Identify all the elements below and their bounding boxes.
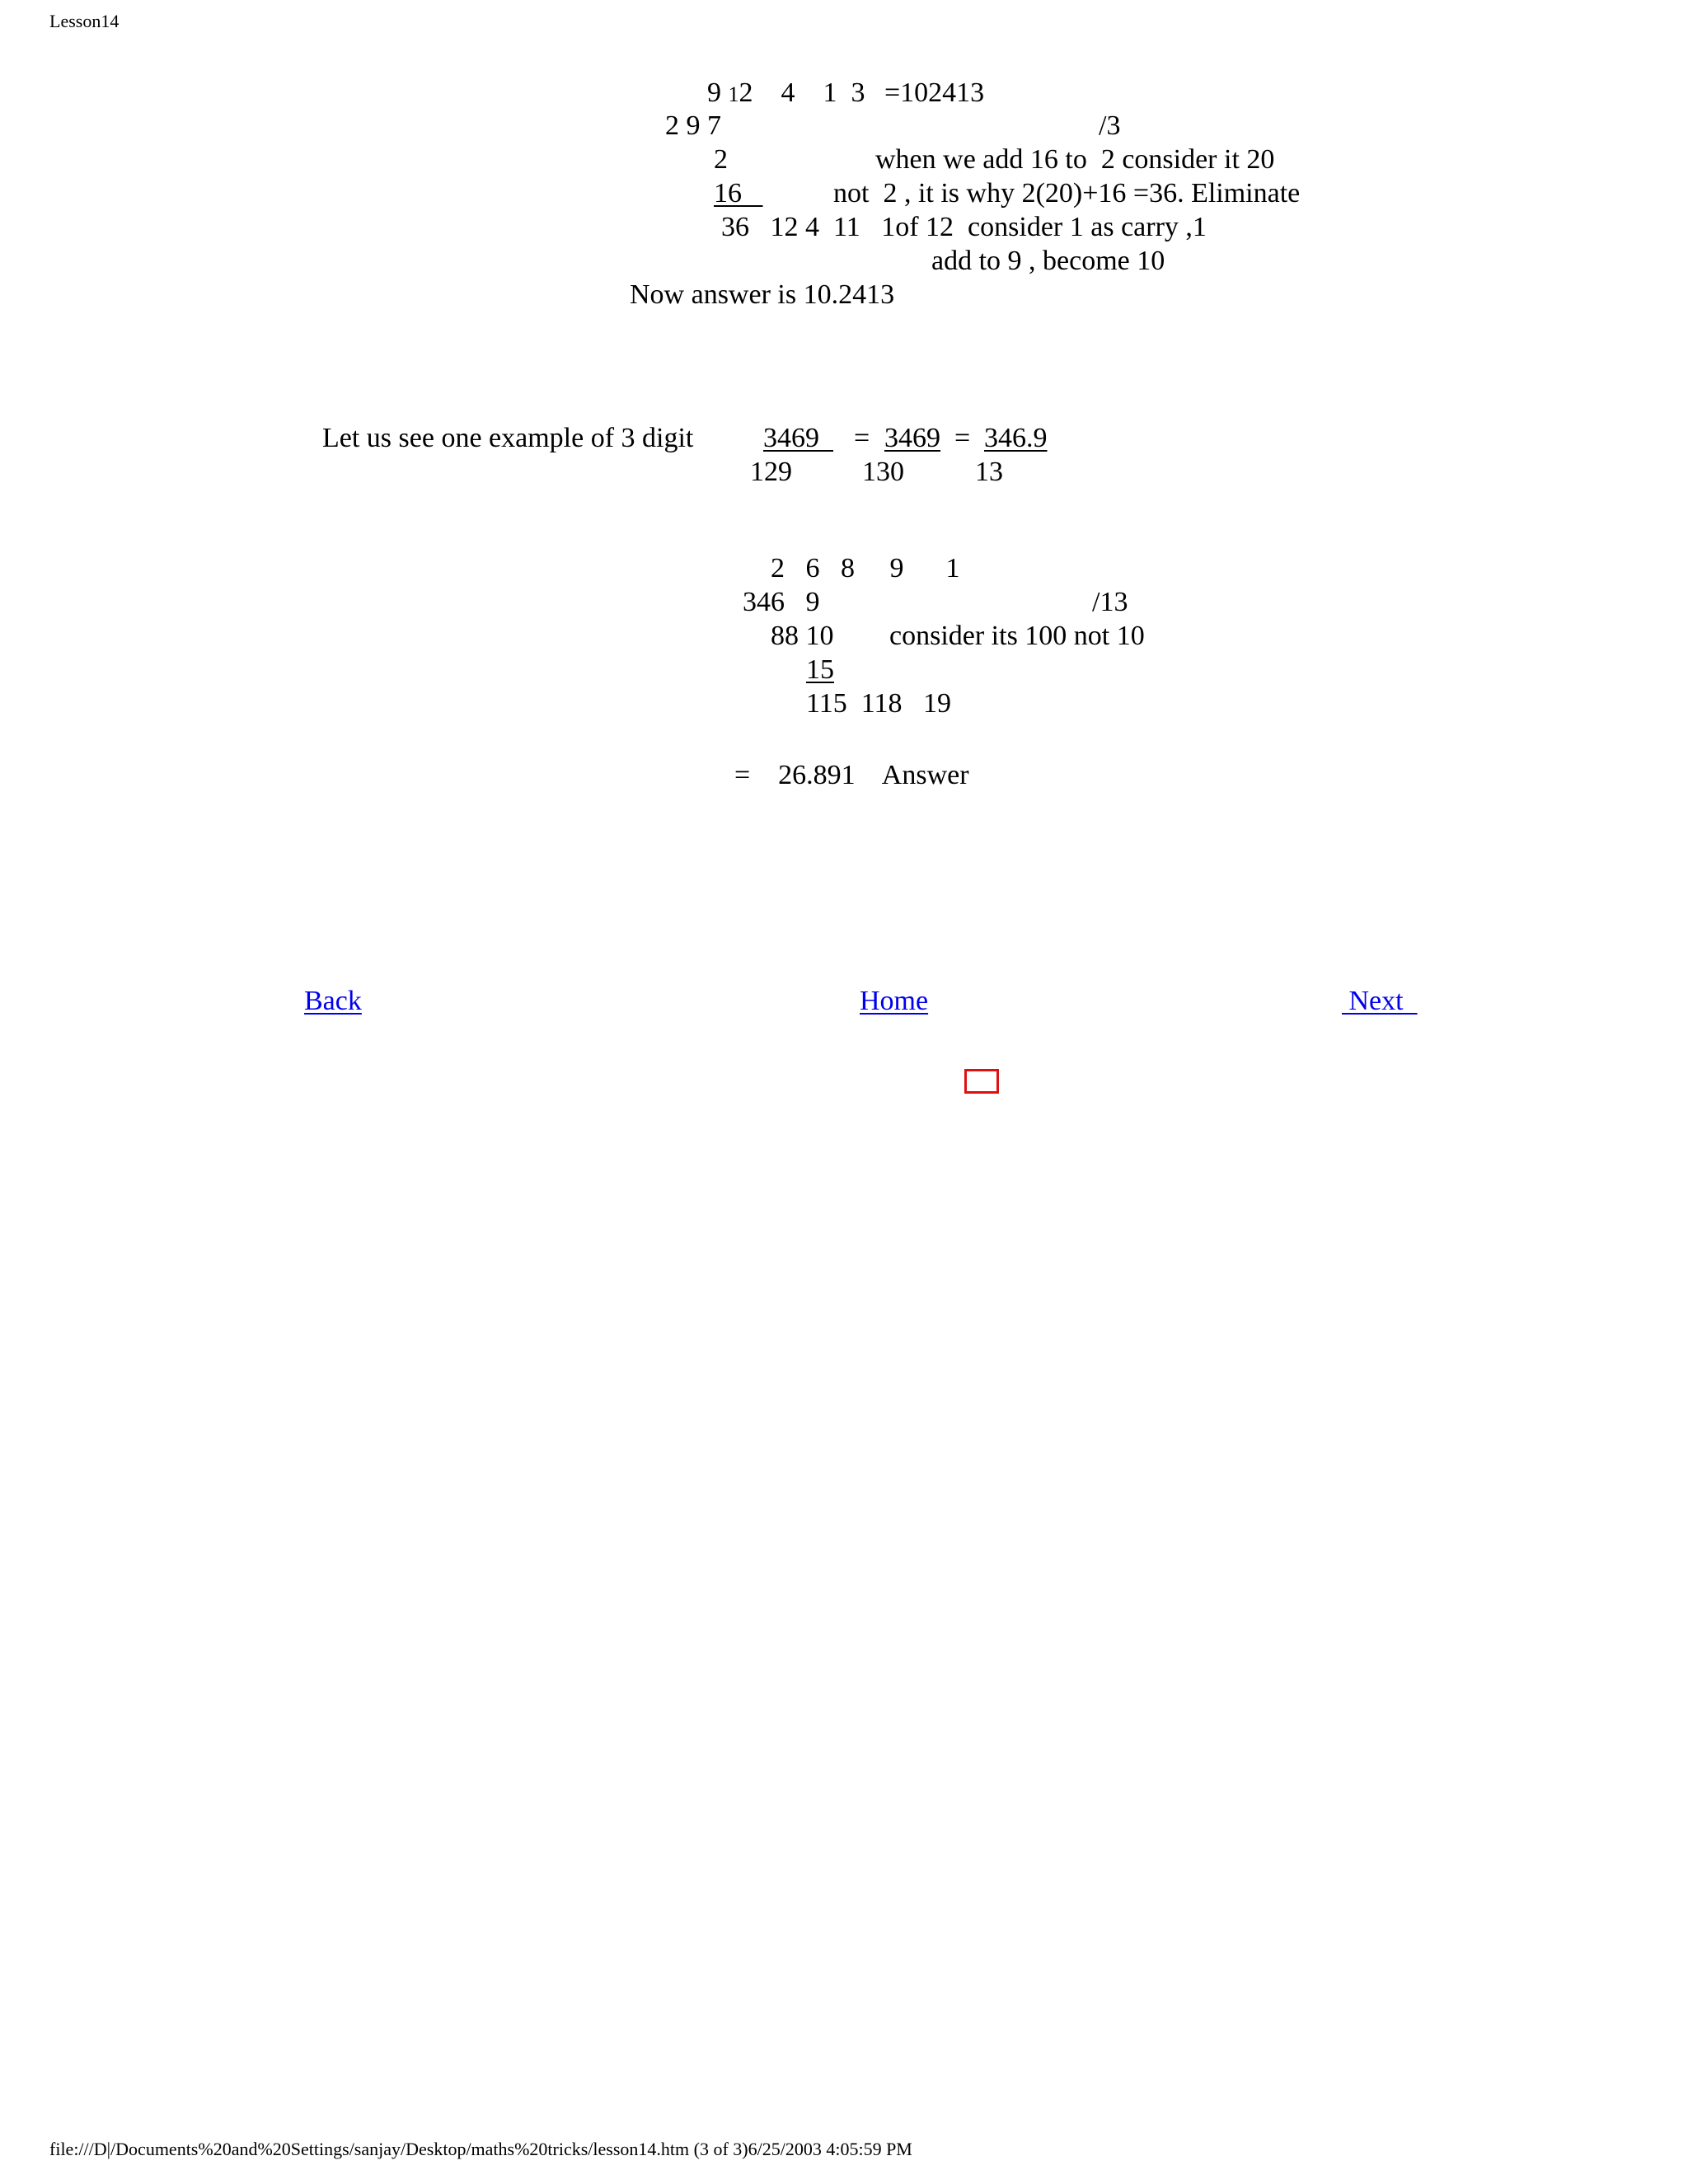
ex2-frac2-numerator: 3469 [884, 423, 940, 453]
ex1-note-line1: when we add 16 to 2 consider it 20 [875, 144, 1275, 175]
ex1-quotient-row [707, 79, 865, 107]
ex1-divisor: /3 [1099, 110, 1121, 141]
ex1-note-line3: add to 9 , become 10 [931, 246, 1165, 276]
ex1-quotient-small-digit: 1 [728, 82, 739, 106]
ex1-dividend-row: 2 9 7 [665, 110, 721, 141]
ex1-quotient-digits: 2 4 1 3 [738, 77, 865, 108]
ex2-intro: Let us see one example of 3 digit [322, 423, 694, 453]
ex2-frac3-denominator: 13 [975, 457, 1003, 487]
ex2-frac2-denominator: 130 [862, 457, 904, 487]
home-link[interactable]: Home [860, 986, 929, 1016]
ex3-divisor: /13 [1092, 587, 1128, 617]
ex2-frac1-denominator: 129 [750, 457, 792, 487]
ex3-sum-row: 115 118 19 [806, 688, 951, 719]
back-link[interactable]: Back [304, 986, 362, 1016]
ex2-frac3-numerator: 346.9 [984, 423, 1048, 453]
page-footer-url: file:///D|/Documents%20and%20Settings/sanjay/Desktop/maths%20tricks/lesson14.htm (3 of 3)6/25/2003 4:05:59 PM [49, 2139, 912, 2159]
ex1-underlined-16: 16 [714, 178, 763, 209]
ex3-dividend-row: 346 9 [743, 587, 820, 617]
broken-image-icon [964, 1069, 999, 1094]
ex3-quotient-row: 2 6 8 9 1 [771, 553, 960, 583]
ex1-step-row: 2 [714, 144, 728, 175]
ex1-note-line2: not 2 , it is why 2(20)+16 =36. Eliminate [833, 178, 1301, 209]
ex2-frac1-numerator: 3469 [763, 423, 833, 453]
ex1-sum-row: 36 12 4 11 1of 12 consider 1 as carry ,1 [721, 212, 1207, 242]
page-title: Lesson14 [49, 11, 120, 31]
next-link[interactable]: Next [1342, 986, 1418, 1016]
ex1-result: =102413 [884, 77, 985, 108]
ex2-equals-1: = [854, 423, 870, 453]
ex1-quotient-digit: 9 [707, 77, 721, 108]
ex3-step-row: 88 10 [771, 621, 834, 651]
ex3-underlined-15: 15 [806, 654, 834, 685]
ex1-answer: Now answer is 10.2413 [630, 279, 895, 310]
ex3-note: consider its 100 not 10 [889, 621, 1145, 651]
ex2-equals-2: = [954, 423, 971, 453]
ex3-result: = 26.891 Answer [734, 760, 969, 790]
